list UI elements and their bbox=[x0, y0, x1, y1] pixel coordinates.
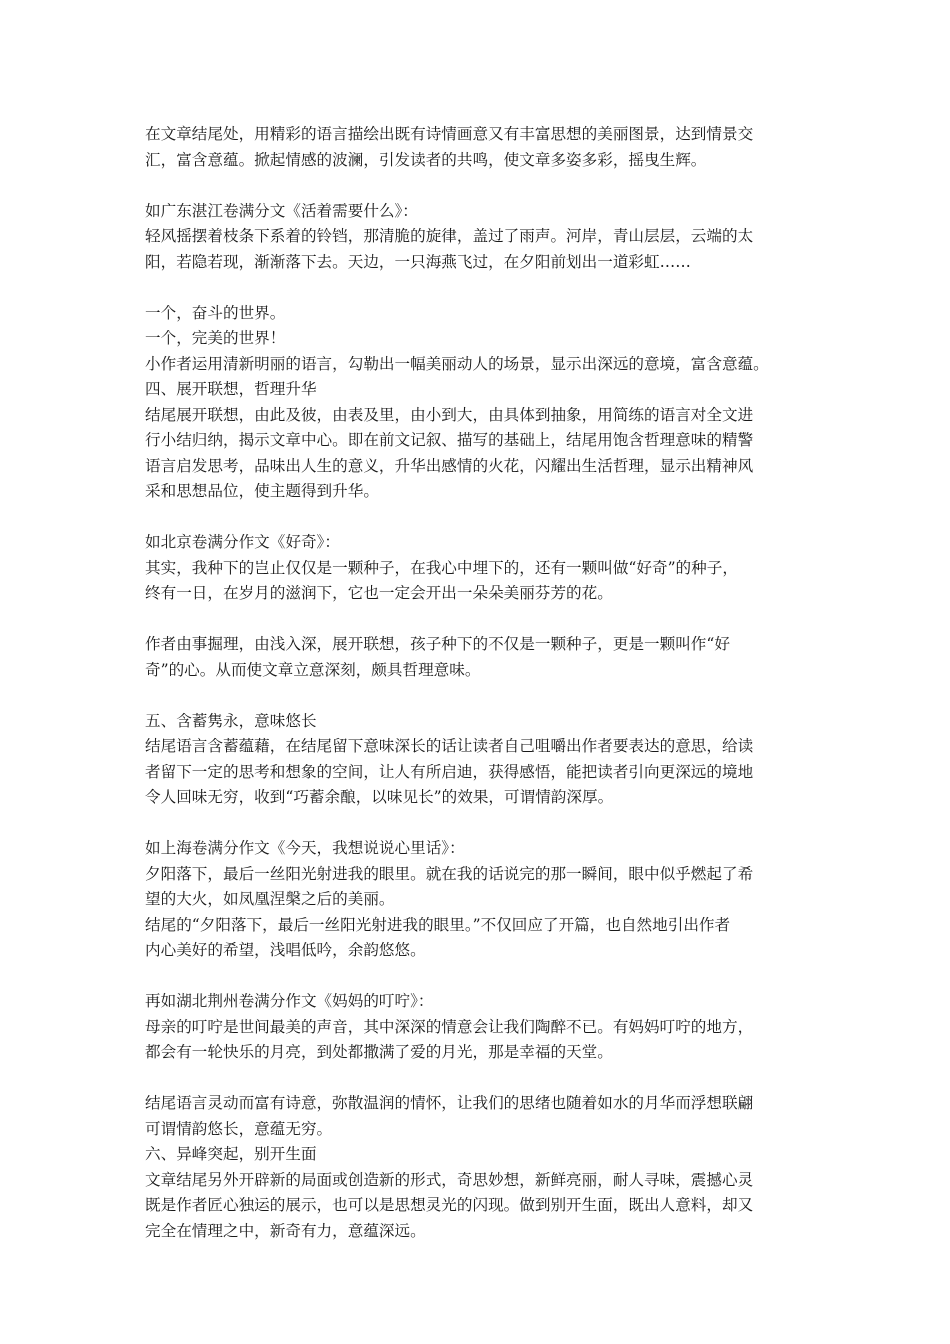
text-line: 在文章结尾处，用精彩的语言描绘出既有诗情画意又有丰富思想的美丽图景，达到情景交 bbox=[145, 125, 754, 143]
text-line: 五、含蓄隽永，意味悠长 bbox=[145, 711, 317, 730]
text-line: 其实，我种下的岂止仅仅是一颗种子，在我心中埋下的，还有一颗叫做“好奇”的种子， bbox=[145, 558, 738, 577]
text-line: 终有一日，在岁月的滋润下，它也一定会开出一朵朵美丽芬芳的花。 bbox=[145, 584, 613, 602]
text-line: 如上海卷满分作文《今天，我想说说心里话》： bbox=[145, 839, 465, 857]
text-line: 一个，完美的世界！ bbox=[145, 329, 286, 347]
blank-line bbox=[145, 683, 810, 709]
paragraph bbox=[145, 1091, 810, 1244]
paragraph bbox=[145, 199, 810, 276]
blank-line bbox=[145, 173, 810, 199]
paragraph bbox=[145, 530, 810, 607]
text-line: 汇，富含意蕴。掀起情感的波澜，引发读者的共鸣，使文章多姿多彩，摇曳生辉。 bbox=[145, 150, 707, 169]
text-line: 结尾语言灵动而富有诗意，弥散温润的情怀，让我们的思绪也随着如水的月华而浮想联翩 bbox=[145, 1094, 754, 1112]
text-line: 可谓情韵悠长，意蕴无穷。 bbox=[145, 1119, 333, 1138]
paragraph bbox=[145, 709, 810, 811]
text-line: 结尾语言含蓄蕴藉，在结尾留下意味深长的话让读者自己咀嚼出作者要表达的意思，给读 bbox=[145, 737, 754, 755]
text-line: 行小结归纳，揭示文章中心。即在前文记叙、描写的基础上，结尾用饱含哲理意味的精警 bbox=[145, 431, 754, 449]
paragraph bbox=[145, 989, 810, 1066]
text-line: 语言启发思考，品味出人生的意义，升华出感情的火花，闪耀出生活哲理，显示出精神风 bbox=[145, 456, 754, 475]
text-line: 令人回味无穷，收到“巧蓄余酿，以味见长”的效果，可谓情韵深厚。 bbox=[145, 788, 614, 806]
blank-line bbox=[145, 1066, 810, 1092]
blank-line bbox=[145, 275, 810, 301]
paragraph bbox=[145, 632, 810, 683]
text-line: 奇”的心。从而使文章立意深刻，颇具哲理意味。 bbox=[145, 660, 481, 679]
blank-line bbox=[145, 964, 810, 990]
text-line: 如广东湛江卷满分文《活着需要什么》： bbox=[145, 201, 418, 220]
text-line: 内心美好的希望，浅唱低吟，余韵悠悠。 bbox=[145, 941, 426, 959]
text-line: 文章结尾另外开辟新的局面或创造新的形式，奇思妙想，新鲜亮丽，耐人寻味，震撼心灵 bbox=[145, 1170, 754, 1189]
text-line: 采和思想品位，使主题得到升华。 bbox=[145, 482, 379, 500]
document-body bbox=[145, 122, 810, 1244]
text-line: 都会有一轮快乐的月亮，到处都撒满了爱的月光，那是幸福的天堂。 bbox=[145, 1043, 613, 1061]
blank-line bbox=[145, 505, 810, 531]
text-line: 四、展开联想，哲理升华 bbox=[145, 380, 317, 398]
text-line: 一个，奋斗的世界。 bbox=[145, 303, 286, 322]
text-line: 小作者运用清新明丽的语言，勾勒出一幅美丽动人的场景，显示出深远的意境，富含意蕴。 bbox=[145, 354, 769, 373]
paragraph bbox=[145, 301, 810, 505]
blank-line bbox=[145, 811, 810, 837]
text-line: 六、异峰突起，别开生面 bbox=[145, 1145, 317, 1163]
text-line: 者留下一定的思考和想象的空间，让人有所启迪，获得感悟，能把读者引向更深远的境地 bbox=[145, 762, 754, 781]
text-line: 如北京卷满分作文《好奇》： bbox=[145, 533, 340, 551]
text-line: 阳，若隐若现，渐渐落下去。天边，一只海燕飞过，在夕阳前划出一道彩虹…… bbox=[145, 252, 691, 271]
blank-line bbox=[145, 607, 810, 633]
paragraph bbox=[145, 122, 810, 173]
text-line: 完全在情理之中，新奇有力，意蕴深远。 bbox=[145, 1221, 426, 1240]
text-line: 作者由事掘理，由浅入深，展开联想，孩子种下的不仅是一颗种子，更是一颗叫作“好 bbox=[145, 635, 730, 653]
text-line: 再如湖北荆州卷满分作文《妈妈的叮咛》： bbox=[145, 992, 434, 1010]
text-line: 既是作者匠心独运的展示，也可以是思想灵光的闪现。做到别开生面，既出人意料，却又 bbox=[145, 1196, 754, 1214]
text-line: 夕阳落下，最后一丝阳光射进我的眼里。就在我的话说完的那一瞬间，眼中似乎燃起了希 bbox=[145, 864, 754, 883]
text-line: 轻风摇摆着枝条下系着的铃铛，那清脆的旋律，盖过了雨声。河岸，青山层层，云端的太 bbox=[145, 227, 754, 245]
text-line: 望的大火，如凤凰涅槃之后的美丽。 bbox=[145, 890, 395, 908]
text-line: 结尾展开联想，由此及彼，由表及里，由小到大，由具体到抽象，用简练的语言对全文进 bbox=[145, 405, 754, 424]
text-line: 母亲的叮咛是世间最美的声音，其中深深的情意会让我们陶醉不已。有妈妈叮咛的地方， bbox=[145, 1017, 754, 1036]
paragraph bbox=[145, 836, 810, 964]
text-line: 结尾的“夕阳落下，最后一丝阳光射进我的眼里。”不仅回应了开篇，也自然地引出作者 bbox=[145, 915, 731, 934]
